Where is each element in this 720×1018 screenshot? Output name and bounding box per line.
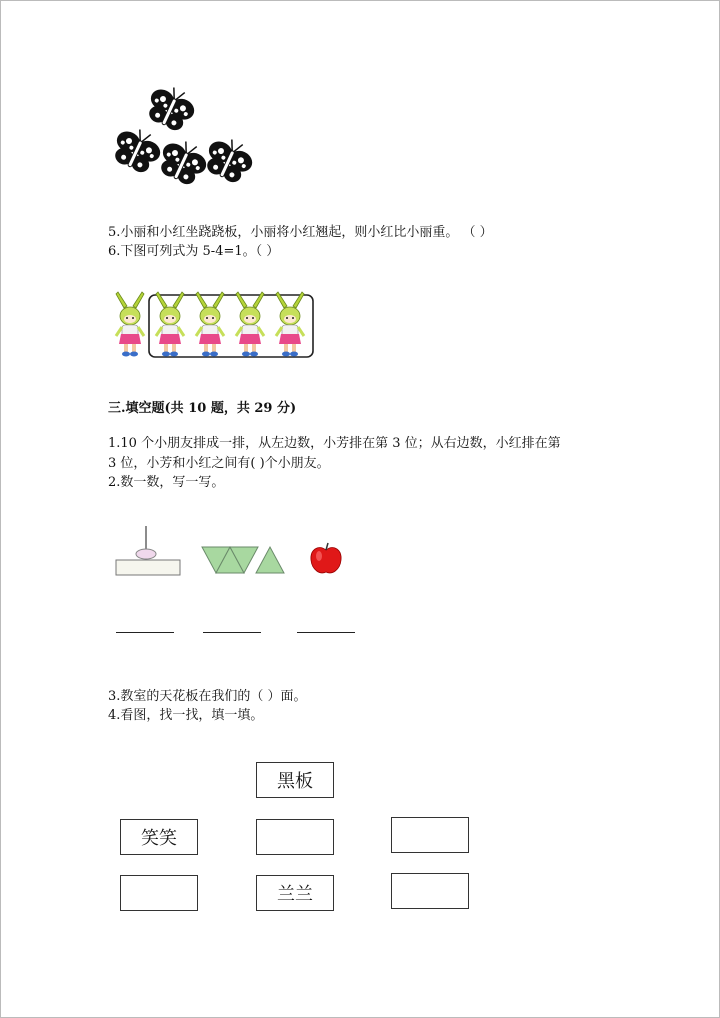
answer-box-4[interactable]	[391, 873, 469, 909]
blackboard-box: 黑板	[256, 762, 334, 798]
answer-blank-1[interactable]	[116, 632, 174, 633]
butterfly-icon	[142, 86, 200, 135]
triangles-picture	[200, 545, 288, 575]
bunny-doll-icon	[276, 292, 304, 357]
apple-picture	[308, 542, 344, 576]
bunny-doll-icon	[116, 292, 144, 357]
bunny-doll-icon	[156, 292, 184, 357]
question-4: 4.看图，找一找，填一填。	[108, 708, 264, 723]
answer-box-3[interactable]	[120, 875, 198, 911]
answer-blank-2[interactable]	[203, 632, 261, 633]
question-5: 5.小丽和小红坐跷跷板，小丽将小红翘起，则小红比小丽重。 （ ）	[108, 225, 493, 240]
triangle-icon	[256, 547, 284, 573]
bunny-doll-icon	[236, 292, 264, 357]
butterfly-icon	[108, 122, 166, 177]
butterflies-picture	[108, 86, 256, 188]
pendulum-picture	[112, 524, 184, 578]
answer-box-2[interactable]	[391, 817, 469, 853]
bunny-dolls-picture	[108, 290, 318, 362]
answer-box-1[interactable]	[256, 819, 334, 855]
question-3: 3.教室的天花板在我们的（ ）面。	[108, 689, 307, 704]
question-2: 2.数一数，写一写。	[108, 475, 225, 490]
question-6: 6.下图可列式为 5-4=1。（ ）	[108, 244, 280, 259]
section-3-heading: 三.填空题(共 10 题，共 29 分)	[108, 401, 297, 416]
bunny-doll-icon	[196, 292, 224, 357]
question-1-line-1: 1.10 个小朋友排成一排，从左边数，小芳排在第 3 位；从右边数，小红排在第	[108, 436, 561, 451]
butterfly-icon	[200, 132, 256, 187]
xiaoxiao-box: 笑笑	[120, 819, 198, 855]
butterfly-icon	[154, 134, 212, 188]
question-1-line-2: 3 位，小芳和小红之间有( )个小朋友。	[108, 456, 330, 471]
answer-blank-3[interactable]	[297, 632, 355, 633]
lanlan-box: 兰兰	[256, 875, 334, 911]
apple-icon	[311, 543, 341, 573]
